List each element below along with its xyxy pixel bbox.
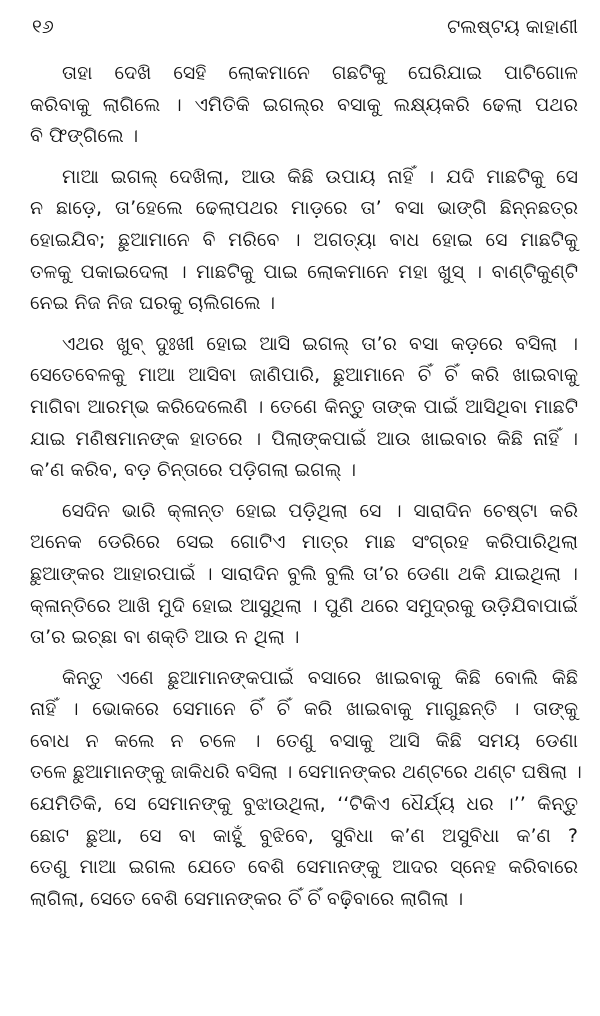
text-line: ଯାଇ ମଣିଷମାନଙ୍କ ହାତରେ । ପିଲାଙ୍କପାଇଁ ଆଉ ଖାଇବାର କିଛି ନାହିଁ । <box>30 427 578 450</box>
text-line: କିନ୍ତୁ ଏଣେ ଛୁଆମାନଙ୍କପାଇଁ ବସାରେ ଖାଇବାକୁ କିଛି ବୋଲି କିଛି <box>62 666 578 689</box>
text-line: ତା’ର ଇଚ୍ଛା ବା ଶକ୍ତି ଆଉ ନ ଥିଲା । <box>30 626 300 649</box>
text-line: ନେଇ ନିଜ ନିଜ ଘରକୁ ଚାଲିଗଲେ । <box>30 292 276 315</box>
text-line: ମାଗିବା ଆରମ୍ଭ କରିଦେଲେଣି । ତେଣେ କିନ୍ତୁ ତାଙ୍କ ପାଇଁ ଆସିଥିବା ମାଛଟି <box>30 395 578 418</box>
text-line: ଛୁଆଙ୍କର ଆହାରପାଇଁ । ସାରାଦିନ ବୁଲି ବୁଲି ତା’ର ଡେଣା ଥକି ଯାଇଥିଲା । <box>30 562 578 585</box>
text-line: ହୋଇଯିବ; ଛୁଆମାନେ ବି ମରିବେ । ଅଗତ୍ୟା ବାଧ ହୋଇ ସେ ମାଛଟିକୁ <box>30 228 578 251</box>
page-number: ୧୬ <box>32 16 54 38</box>
text-line: ତଳକୁ ପକାଇଦେଲା । ମାଛଟିକୁ ପାଇ ଲୋକମାନେ ମହା ଖୁସ୍ । ବାଣ୍ଟିକୁଣ୍ଟି <box>30 260 578 283</box>
text-line: ସେତେବେଳକୁ ମାଆ ଆସିବା ଜାଣିପାରି, ଛୁଆମାନେ ଚିଁ ଚିଁ କରି ଖାଇବାକୁ <box>30 364 578 387</box>
text-line: ଏଥର ଖୁବ୍ ଦୁଃଖୀ ହୋଇ ଆସି ଇଗଲ୍ ତା’ର ବସା କଡ଼ରେ ବସିଲା । <box>62 332 578 355</box>
text-line: କ୍ଳାନ୍ତିରେ ଆଖି ମୁଦି ହୋଇ ଆସୁଥିଲା । ପୁଣି ଥରେ ସମୁଦ୍ରକୁ ଉଡ଼ିଯିବାପାଇଁ <box>30 594 578 617</box>
paragraph-5 <box>30 663 582 916</box>
text-line: କରିବାକୁ ଲାଗିଲେ । ଏମିତିକି ଇଗଲ୍‌ର ବସାକୁ ଲକ୍ଷ୍ୟକରି ଢେଲା ପଥର <box>30 93 578 116</box>
page-body <box>30 50 582 915</box>
text-line: ଛୋଟ ଛୁଆ, ସେ ବା କାହୁଁ ବୁଝିବେ, ସୁବିଧା କ’ଣ ଅସୁବିଧା କ’ଣ ? <box>30 824 578 847</box>
text-line: ତେଣୁ ମାଆ ଇଗଲ ଯେତେ ବେଶି ସେମାନଙ୍କୁ ଆଦର ସ୍ନେହ କରିବାରେ <box>30 856 578 879</box>
text-line: ନାହିଁ । ଭୋକରେ ସେମାନେ ଚିଁ ଚିଁ କରି ଖାଇବାକୁ ମାଗୁଛନ୍ତି । ତାଙ୍କୁ <box>30 698 578 721</box>
text-line: କ’ଣ କରିବ, ବଡ଼ ଚିନ୍ତାରେ ପଡ଼ିଗଲା ଇଗଲ୍ । <box>30 459 357 482</box>
paragraph-2 <box>30 162 578 320</box>
paragraph-3 <box>30 329 578 487</box>
text-line: ନ ଛାଡ଼େ, ତା’ହେଲେ ଢେଲାପଥର ମାଡ଼ରେ ତା’ ବସା ଭାଙ୍ଗି ଛିନ୍ନଛତ୍ର <box>30 197 578 220</box>
text-line: ତାହା ଦେଖି ସେହି ଲୋକମାନେ ଗଛଟିକୁ ଘେରିଯାଇ ପାଟିଗୋଳ <box>62 62 578 84</box>
text-line: ବୋଧ ନ କଲେ ନ ଚଳେ । ତେଣୁ ବସାକୁ ଆସି କିଛି ସମୟ ଡେଣା <box>30 729 578 752</box>
text-line: ତଳେ ଛୁଆମାନଙ୍କୁ ଜାକିଧରି ବସିଲା । ସେମାନଙ୍କର ଥଣ୍ଟରେ ଥଣ୍ଟ ଘଷିଲା । <box>30 761 582 784</box>
text-line: ଲାଗିଲା, ସେତେ ବେଶି ସେମାନଙ୍କର ଚିଁ ଚିଁ ବଢ଼ିବାରେ ଲାଗିଲା । <box>30 887 464 910</box>
page-header <box>30 0 578 50</box>
paragraph-4 <box>30 496 578 654</box>
text-line: ଅନେକ ଡେରିରେ ସେଇ ଗୋଟିଏ ମାତ୍ର ମାଛ ସଂଗ୍ରହ କରିପାରିଥିଲା <box>30 531 578 554</box>
text-line: ଯେମିତିକି, ସେ ସେମାନଙ୍କୁ ବୁଝାଉଥିଲା, ‘‘ଟିକିଏ ଧୈର୍ଯ୍ୟ ଧର ।’’ କିନ୍ତୁ <box>30 793 578 816</box>
paragraph-1 <box>30 58 578 153</box>
text-line: ମାଆ ଇଗଲ୍ ଦେଖିଲା, ଆଉ କିଛି ଉପାୟ ନାହିଁ । ଯଦି ମାଛଟିକୁ ସେ <box>62 165 578 188</box>
text-line: ବି ଫିଙ୍ଗିଲେ । <box>30 125 139 148</box>
running-title: ଟଲଷ୍ଟୟ କାହାଣୀ <box>447 16 578 38</box>
text-line: ସେଦିନ ଭାରି କ୍ଳାନ୍ତ ହୋଇ ପଡ଼ିଥିଲା ସେ । ସାରାଦିନ ଚେଷ୍ଟା କରି <box>62 499 578 522</box>
